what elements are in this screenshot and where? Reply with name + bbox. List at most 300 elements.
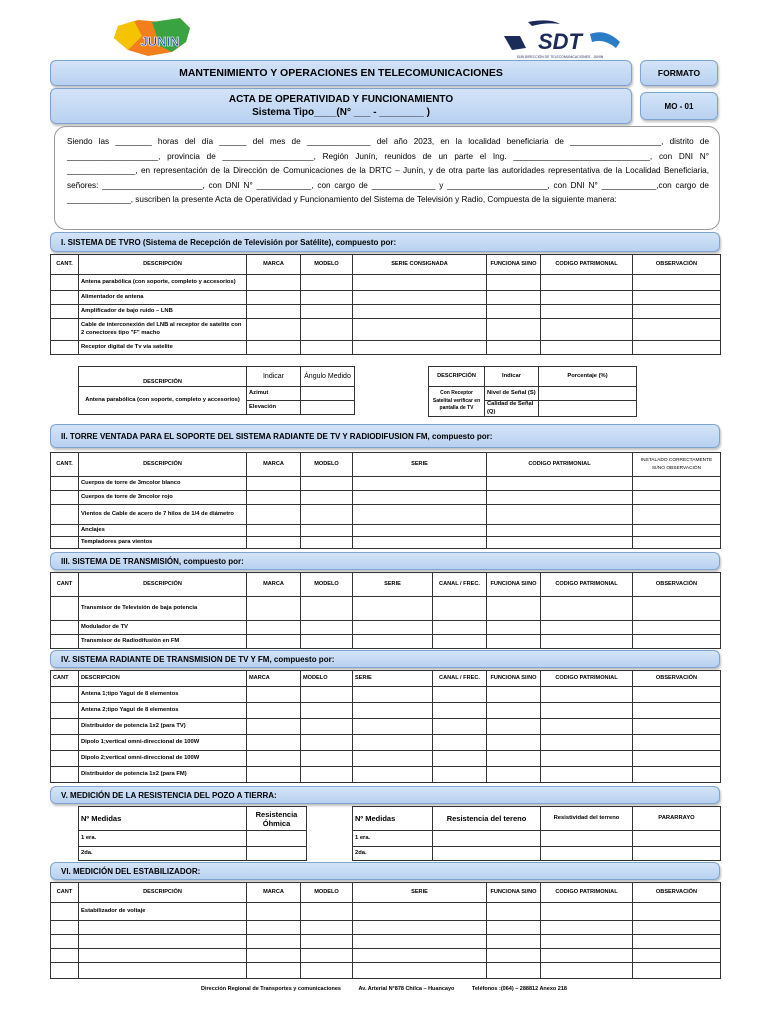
section-4-title: IV. SISTEMA RADIANTE DE TRANSMISION DE TV Y FM, compuesto por: [50, 650, 720, 668]
pozo-tierra-table [78, 806, 307, 861]
input-cell[interactable] [487, 903, 541, 921]
cant-cell[interactable] [51, 687, 79, 703]
header-cell: CANT [51, 671, 79, 687]
input-cell[interactable] [433, 831, 541, 847]
input-cell[interactable] [301, 505, 353, 525]
header-cell: MODELO [301, 255, 353, 275]
input-cell[interactable] [633, 477, 721, 491]
input-cell[interactable] [247, 319, 301, 341]
cant-cell[interactable] [51, 275, 79, 291]
input-cell[interactable] [541, 719, 633, 735]
resistencia-header: Resistencia Óhmica [247, 807, 307, 831]
input-cell[interactable] [353, 341, 487, 355]
input-cell[interactable] [301, 537, 353, 549]
header-cell: FUNCIONA SI/NO [487, 255, 541, 275]
indicar-header: Indicar [485, 367, 539, 387]
input-cell[interactable] [353, 735, 433, 751]
input-cell[interactable] [487, 537, 633, 549]
description-cell: Antena 2;tipo Yagui de 8 elementos [79, 703, 247, 719]
cant-cell[interactable] [51, 719, 79, 735]
input-cell[interactable] [433, 847, 541, 861]
input-cell[interactable] [247, 537, 301, 549]
input-cell[interactable] [541, 319, 633, 341]
input-cell[interactable] [487, 305, 541, 319]
input-cell[interactable] [633, 275, 721, 291]
input-cell[interactable] [301, 719, 353, 735]
input-cell[interactable] [633, 963, 721, 979]
header-cell: MARCA [247, 573, 301, 597]
table-row [51, 635, 721, 649]
header-cell: CANT [51, 883, 79, 903]
input-cell[interactable] [487, 491, 633, 505]
header-cell: FUNCIONA SI/NO [487, 883, 541, 903]
section-2-title: II. TORRE VENTADA PARA EL SOPORTE DEL SISTEMA RADIANTE DE TV Y RADIODIFUSION FM, compuesto por: [50, 424, 720, 448]
input-cell[interactable] [633, 719, 721, 735]
input-cell[interactable] [541, 275, 633, 291]
input-cell[interactable] [247, 921, 301, 935]
format-code: MO - 01 [664, 101, 694, 111]
sistema-tipo: Sistema Tipo____(N° ___ - ________ ) [252, 107, 430, 118]
input-cell[interactable] [541, 597, 633, 621]
header-cell: MARCA [247, 453, 301, 477]
input-cell[interactable] [301, 621, 353, 635]
input-cell[interactable] [433, 597, 487, 621]
input-cell[interactable] [247, 341, 301, 355]
input-cell[interactable] [487, 477, 633, 491]
header-cell: MODELO [301, 883, 353, 903]
input-cell[interactable] [487, 291, 541, 305]
medida-label: 1 era. [79, 831, 247, 847]
description-cell [79, 921, 247, 935]
input-cell[interactable] [541, 635, 633, 649]
description-cell: Cable de interconexión del LNB al receptor de satelite con 2 conectores tipo "F" macho [79, 319, 247, 341]
terreno-table [352, 806, 721, 861]
input-cell[interactable] [433, 687, 487, 703]
input-cell[interactable] [247, 735, 301, 751]
signal-table [428, 366, 637, 417]
medida-label: 1 era. [353, 831, 433, 847]
input-cell[interactable] [247, 477, 301, 491]
input-cell[interactable] [247, 687, 301, 703]
input-cell[interactable] [353, 477, 487, 491]
cant-cell[interactable] [51, 735, 79, 751]
cant-cell[interactable] [51, 921, 79, 935]
input-cell[interactable] [301, 341, 353, 355]
input-cell[interactable] [353, 621, 433, 635]
table-row [51, 319, 721, 341]
input-cell[interactable] [487, 703, 541, 719]
input-cell[interactable] [247, 719, 301, 735]
description-cell: Antena parabólica (con soporte, completo y accesorios) [79, 275, 247, 291]
input-cell[interactable] [633, 921, 721, 935]
input-cell[interactable] [353, 921, 487, 935]
title-main-bar [50, 60, 632, 86]
input-cell[interactable] [433, 751, 487, 767]
header-cell: CODIGO PATRIMONIAL [541, 255, 633, 275]
input-cell[interactable] [487, 275, 541, 291]
input-cell[interactable] [353, 635, 433, 649]
junin-logo [108, 16, 196, 58]
table-row [51, 963, 721, 979]
cant-cell[interactable] [51, 319, 79, 341]
header-cell: CODIGO PATRIMONIAL [541, 573, 633, 597]
table-row [51, 751, 721, 767]
input-cell[interactable] [633, 735, 721, 751]
footer-phone: Teléfonos :(064) – 288812 Anexo 218 [471, 986, 567, 992]
input-cell[interactable] [353, 751, 433, 767]
acta-title: ACTA DE OPERATIVIDAD Y FUNCIONAMIENTO [228, 94, 454, 105]
header-cell: CANT [51, 573, 79, 597]
table-row [51, 935, 721, 949]
azimut-value[interactable] [301, 387, 355, 401]
medida-label: 2da. [79, 847, 247, 861]
footer-org: Dirección Regional de Transportes y comunicaciones [201, 986, 341, 992]
header-cell: SERIE [353, 883, 487, 903]
header-cell: DESCRIPCIÓN [79, 453, 247, 477]
input-cell[interactable] [353, 903, 487, 921]
input-cell[interactable] [247, 291, 301, 305]
input-cell[interactable] [301, 963, 353, 979]
input-cell[interactable] [633, 831, 721, 847]
input-cell[interactable] [541, 291, 633, 305]
input-cell[interactable] [301, 751, 353, 767]
input-cell[interactable] [247, 635, 301, 649]
input-cell[interactable] [247, 703, 301, 719]
cant-cell[interactable] [51, 305, 79, 319]
input-cell[interactable] [247, 847, 307, 861]
header-cell: SERIE [353, 453, 487, 477]
description-cell: Distribuidor de potencia 1x2 (para TV) [79, 719, 247, 735]
header-cell: FUNCIONA SI/NO [487, 573, 541, 597]
input-cell[interactable] [247, 963, 301, 979]
cant-cell[interactable] [51, 935, 79, 949]
input-cell[interactable] [353, 305, 487, 319]
input-cell[interactable] [301, 735, 353, 751]
nivel-label: Nivel de Señal (S) [485, 387, 539, 401]
pararrayo-header: PARARRAYO [633, 807, 721, 831]
input-cell[interactable] [633, 291, 721, 305]
input-cell[interactable] [633, 491, 721, 505]
input-cell[interactable] [541, 735, 633, 751]
nivel-value[interactable] [539, 387, 637, 401]
calidad-value[interactable] [539, 401, 637, 417]
cant-cell[interactable] [51, 597, 79, 621]
input-cell[interactable] [541, 963, 633, 979]
header-cell: DESCRIPCION [79, 671, 247, 687]
input-cell[interactable] [301, 319, 353, 341]
header-cell: SERIE [353, 573, 433, 597]
input-cell[interactable] [633, 935, 721, 949]
input-cell[interactable] [633, 687, 721, 703]
header-cell: CANT. [51, 453, 79, 477]
input-cell[interactable] [541, 751, 633, 767]
input-cell[interactable] [541, 949, 633, 963]
section-3-table [50, 572, 721, 649]
description-cell: Antena 1;tipo Yagui de 8 elementos [79, 687, 247, 703]
input-cell[interactable] [433, 621, 487, 635]
cant-cell[interactable] [51, 963, 79, 979]
description-cell: Vientos de Cable de acero de 7 hilos de 1/4 de diámetro [79, 505, 247, 525]
header-cell: DESCRIPCIÓN [79, 883, 247, 903]
input-cell[interactable] [633, 341, 721, 355]
description-cell: Amplificador de bajo ruido – LNB [79, 305, 247, 319]
description-cell: Alimentador de antena [79, 291, 247, 305]
input-cell[interactable] [541, 687, 633, 703]
input-cell[interactable] [487, 921, 541, 935]
section-6-table [50, 882, 721, 979]
elevacion-value[interactable] [301, 401, 355, 415]
input-cell[interactable] [247, 275, 301, 291]
header-cell: OBSERVACIÓN [633, 671, 721, 687]
input-cell[interactable] [487, 935, 541, 949]
input-cell[interactable] [247, 597, 301, 621]
input-cell[interactable] [247, 525, 301, 537]
cant-cell[interactable] [51, 903, 79, 921]
cant-cell[interactable] [51, 703, 79, 719]
cant-cell[interactable] [51, 291, 79, 305]
sdt-logo [498, 18, 622, 60]
input-cell[interactable] [633, 903, 721, 921]
table-row [51, 505, 721, 525]
input-cell[interactable] [301, 635, 353, 649]
description-cell: Transmisor de Televisión de baja potencia [79, 597, 247, 621]
input-cell[interactable] [433, 735, 487, 751]
input-cell[interactable] [487, 621, 541, 635]
header-cell: OBSERVACIÓN [633, 883, 721, 903]
input-cell[interactable] [487, 319, 541, 341]
input-cell[interactable] [487, 949, 541, 963]
input-cell[interactable] [247, 491, 301, 505]
section-2-table [50, 452, 721, 549]
input-cell[interactable] [633, 525, 721, 537]
header-cell: MODELO [301, 573, 353, 597]
junin-logo-text: JUNIN [140, 34, 180, 49]
table-row [51, 719, 721, 735]
input-cell[interactable] [541, 767, 633, 783]
input-cell[interactable] [247, 751, 301, 767]
table-row [51, 491, 721, 505]
input-cell[interactable] [487, 687, 541, 703]
input-cell[interactable] [353, 319, 487, 341]
header-cell: MARCA [247, 883, 301, 903]
input-cell[interactable] [487, 525, 633, 537]
table-row [51, 291, 721, 305]
input-cell[interactable] [487, 767, 541, 783]
input-cell[interactable] [633, 847, 721, 861]
title-main: MANTENIMIENTO Y OPERACIONES EN TELECOMUNICACIONES [179, 67, 503, 79]
input-cell[interactable] [633, 505, 721, 525]
description-cell: Dipolo 2;vertical omni-direccional de 100W [79, 751, 247, 767]
table-row [51, 687, 721, 703]
description-cell [79, 949, 247, 963]
input-cell[interactable] [301, 291, 353, 305]
input-cell[interactable] [541, 847, 633, 861]
header-cell: DESCRIPCIÓN [79, 255, 247, 275]
input-cell[interactable] [633, 597, 721, 621]
input-cell[interactable] [633, 305, 721, 319]
section-1-title: I. SISTEMA DE TVRO (Sistema de Recepción de Televisión por Satélite), compuesto por: [50, 232, 720, 252]
input-cell[interactable] [633, 767, 721, 783]
input-cell[interactable] [487, 719, 541, 735]
header-cell: CANT. [51, 255, 79, 275]
description-cell: Distribuidor de potencia 1x2 (para FM) [79, 767, 247, 783]
input-cell[interactable] [301, 935, 353, 949]
description-cell: Transmisor de Radiodifusión en FM [79, 635, 247, 649]
cant-cell[interactable] [51, 477, 79, 491]
sdt-logo-text: SDT [538, 29, 582, 54]
header-cell: MARCA [247, 255, 301, 275]
input-cell[interactable] [353, 291, 487, 305]
input-cell[interactable] [433, 767, 487, 783]
input-cell[interactable] [247, 903, 301, 921]
input-cell[interactable] [487, 597, 541, 621]
input-cell[interactable] [487, 341, 541, 355]
input-cell[interactable] [301, 477, 353, 491]
formato-label: FORMATO [657, 68, 701, 78]
input-cell[interactable] [353, 491, 487, 505]
table-row [51, 341, 721, 355]
input-cell[interactable] [633, 703, 721, 719]
input-cell[interactable] [353, 719, 433, 735]
cant-cell[interactable] [51, 621, 79, 635]
input-cell[interactable] [541, 831, 633, 847]
header-cell: DESCRIPCIÓN [79, 573, 247, 597]
table-header-row [51, 573, 721, 597]
cant-cell[interactable] [51, 525, 79, 537]
table-row [51, 703, 721, 719]
header-cell: INSTALADO CORRECTAMENTE SI/NO OBSERVACIÓN [633, 453, 721, 477]
input-cell[interactable] [433, 703, 487, 719]
cant-cell[interactable] [51, 751, 79, 767]
input-cell[interactable] [247, 505, 301, 525]
input-cell[interactable] [541, 621, 633, 635]
input-cell[interactable] [353, 525, 487, 537]
input-cell[interactable] [487, 963, 541, 979]
cant-cell[interactable] [51, 949, 79, 963]
calidad-label: Calidad de Señal (Q) [485, 401, 539, 417]
sdt-logo-subtext: SUB DIRECCIÓN DE TELECOMUNICACIONES - JUNIN [516, 55, 604, 59]
input-cell[interactable] [301, 687, 353, 703]
table-header-row [51, 255, 721, 275]
table-header-row [51, 671, 721, 687]
resistencia-terreno-header: Resistencia del tereno [433, 807, 541, 831]
input-cell[interactable] [301, 703, 353, 719]
input-cell[interactable] [301, 597, 353, 621]
input-cell[interactable] [247, 621, 301, 635]
table-header-row [51, 453, 721, 477]
input-cell[interactable] [301, 949, 353, 963]
porcentaje-header: Porcentaje (%) [539, 367, 637, 387]
header-cell: MARCA [247, 671, 301, 687]
header-cell: OBSERVACIÓN [633, 573, 721, 597]
input-cell[interactable] [301, 767, 353, 783]
cant-cell[interactable] [51, 505, 79, 525]
input-cell[interactable] [353, 537, 487, 549]
description-cell: Anclajes [79, 525, 247, 537]
table-row [51, 921, 721, 935]
input-cell[interactable] [633, 319, 721, 341]
input-cell[interactable] [301, 491, 353, 505]
cant-cell[interactable] [51, 491, 79, 505]
input-cell[interactable] [353, 505, 487, 525]
description-cell: Receptor digital de Tv vía satelite [79, 341, 247, 355]
input-cell[interactable] [301, 305, 353, 319]
input-cell[interactable] [487, 735, 541, 751]
header-cell: CANAL / FREC. [433, 573, 487, 597]
header-cell: FUNCIONA SI/NO [487, 671, 541, 687]
table-header-row [51, 883, 721, 903]
input-cell[interactable] [247, 831, 307, 847]
section-4-table [50, 670, 721, 783]
input-cell[interactable] [247, 767, 301, 783]
cant-cell[interactable] [51, 767, 79, 783]
input-cell[interactable] [633, 635, 721, 649]
input-cell[interactable] [433, 719, 487, 735]
table-row [51, 949, 721, 963]
code-bar [640, 92, 718, 120]
input-cell[interactable] [541, 935, 633, 949]
input-cell[interactable] [353, 935, 487, 949]
table-row [51, 903, 721, 921]
cant-cell[interactable] [51, 341, 79, 355]
medidas-header: Nº Medidas [79, 807, 247, 831]
medidas-header: Nº Medidas [353, 807, 433, 831]
input-cell[interactable] [541, 921, 633, 935]
input-cell[interactable] [301, 275, 353, 291]
input-cell[interactable] [487, 635, 541, 649]
input-cell[interactable] [541, 305, 633, 319]
medida-label: 2da. [353, 847, 433, 861]
input-cell[interactable] [353, 949, 487, 963]
input-cell[interactable] [353, 703, 433, 719]
cant-cell[interactable] [51, 635, 79, 649]
input-cell[interactable] [633, 537, 721, 549]
input-cell[interactable] [353, 687, 433, 703]
input-cell[interactable] [247, 305, 301, 319]
header-cell: OBSERVACIÓN [633, 255, 721, 275]
input-cell[interactable] [301, 525, 353, 537]
header-cell: CODIGO PATRIMONIAL [541, 883, 633, 903]
description-cell: Cuerpos de torre de 3mcolor rojo [79, 491, 247, 505]
input-cell[interactable] [353, 767, 433, 783]
input-cell[interactable] [353, 963, 487, 979]
input-cell[interactable] [487, 505, 633, 525]
input-cell[interactable] [247, 935, 301, 949]
footer-address: Av. Arterial N°878 Chilca – Huancayo [358, 986, 455, 992]
header-cell: MODELO [301, 453, 353, 477]
input-cell[interactable] [541, 341, 633, 355]
input-cell[interactable] [633, 949, 721, 963]
cant-cell[interactable] [51, 537, 79, 549]
input-cell[interactable] [633, 621, 721, 635]
input-cell[interactable] [633, 751, 721, 767]
input-cell[interactable] [353, 275, 487, 291]
elevacion-label: Elevación [247, 401, 301, 415]
input-cell[interactable] [541, 703, 633, 719]
input-cell[interactable] [301, 921, 353, 935]
input-cell[interactable] [353, 597, 433, 621]
description-cell: Templadores para vientos [79, 537, 247, 549]
acta-bar [50, 88, 632, 124]
input-cell[interactable] [247, 949, 301, 963]
input-cell[interactable] [541, 903, 633, 921]
input-cell[interactable] [301, 903, 353, 921]
input-cell[interactable] [487, 751, 541, 767]
table-row [51, 597, 721, 621]
description-cell [79, 935, 247, 949]
table-row [51, 735, 721, 751]
input-cell[interactable] [433, 635, 487, 649]
